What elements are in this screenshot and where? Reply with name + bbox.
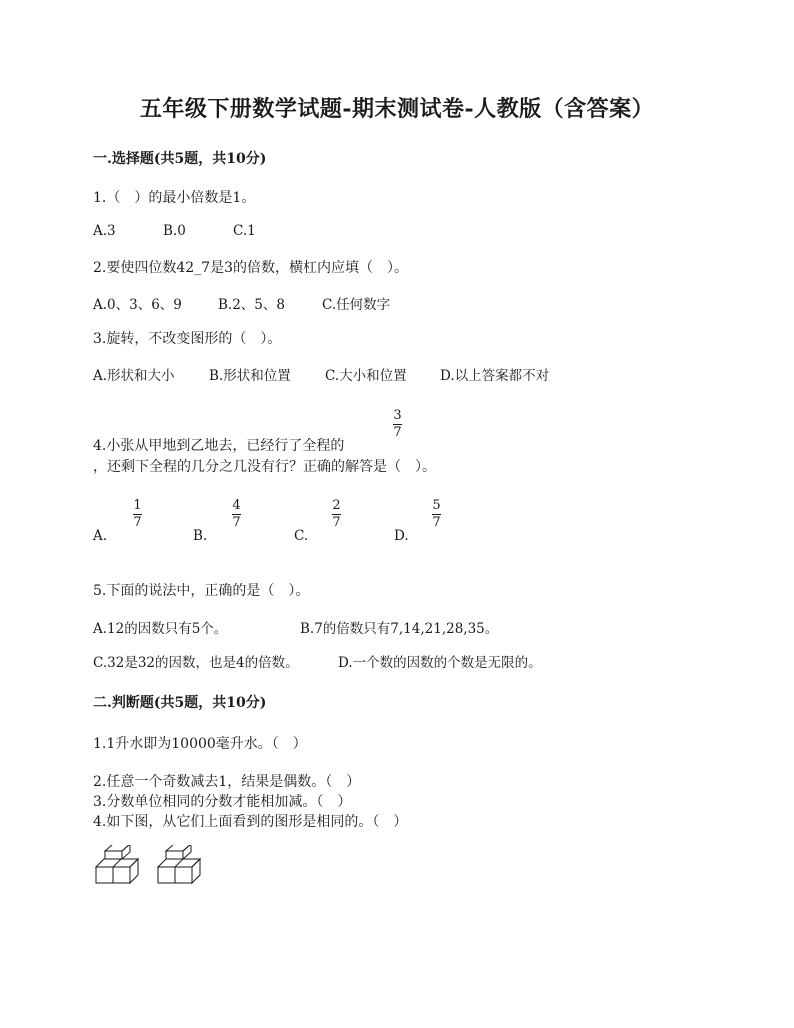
q4-option-b-label: B. — [193, 528, 208, 544]
q4-option-c-label: C. — [294, 528, 309, 544]
q2-option-b: B.2、5、8 — [218, 297, 285, 313]
section2-heading: 二.判断题(共5题，共10分) — [93, 695, 267, 711]
judge-question-2: 2.任意一个奇数减去1，结果是偶数。（ ） — [93, 774, 361, 790]
section1-heading: 一.选择题(共5题，共10分) — [93, 151, 267, 167]
question-4-line2: ，还剩下全程的几分之几没有行？正确的解答是（ ）。 — [93, 459, 436, 475]
question-1: 1.（ ）的最小倍数是1。 — [93, 190, 256, 206]
q4-fraction-numerator: 3 — [393, 408, 402, 423]
denominator: 7 — [332, 515, 341, 530]
question-3: 3.旋转，不改变图形的（ ）。 — [93, 331, 282, 347]
q5-option-d: D.一个数的因数的个数是无限的。 — [338, 655, 542, 671]
cube-stack-right-figure — [158, 845, 200, 883]
q2-option-a: A.0、3、6、9 — [93, 297, 182, 313]
q3-option-a: A.形状和大小 — [93, 368, 175, 384]
q5-option-a: A.12的因数只有5个。 — [93, 621, 228, 637]
numerator: 1 — [133, 498, 142, 513]
q1-option-a: A.3 — [93, 223, 116, 239]
cube-stack-left-figure — [96, 845, 138, 883]
q5-option-b: B.7的倍数只有7,14,21,28,35。 — [300, 621, 499, 637]
q4-option-d-fraction — [432, 499, 441, 530]
denominator: 7 — [133, 515, 142, 530]
q4-option-a-label: A. — [93, 528, 108, 544]
q4-option-a-fraction — [133, 499, 142, 530]
numerator: 4 — [232, 498, 241, 513]
q1-option-b: B.0 — [163, 223, 186, 239]
q3-option-c: C.大小和位置 — [325, 368, 407, 384]
q4-fraction-denominator: 7 — [393, 425, 402, 440]
numerator: 5 — [432, 498, 441, 513]
page-title: 五年级下册数学试题-期末测试卷-人教版（含答案） — [139, 96, 655, 122]
q4-option-c-fraction — [332, 499, 341, 530]
question-5: 5.下面的说法中，正确的是（ ）。 — [93, 583, 310, 599]
q2-option-c: C.任何数字 — [322, 297, 391, 313]
denominator: 7 — [432, 515, 441, 530]
q3-option-d: D.以上答案都不对 — [440, 368, 550, 384]
question-4-line1: 4.小张从甲地到乙地去，已经行了全程的 — [93, 438, 345, 454]
question-2: 2.要使四位数42_7是3的倍数，横杠内应填（ ）。 — [93, 260, 408, 276]
numerator: 2 — [332, 498, 341, 513]
q4-option-d-label: D. — [394, 528, 409, 544]
judge-question-3: 3.分数单位相同的分数才能相加减。（ ） — [93, 794, 352, 810]
q1-option-c: C.1 — [233, 223, 256, 239]
q3-option-b: B.形状和位置 — [209, 368, 291, 384]
judge-question-1: 1.1升水即为10000毫升水。（ ） — [93, 736, 307, 752]
cube-stack-figures — [92, 845, 212, 887]
judge-question-4: 4.如下图，从它们上面看到的图形是相同的。（ ） — [93, 814, 408, 830]
q5-option-c: C.32是32的因数，也是4的倍数。 — [93, 655, 299, 671]
q4-fraction — [393, 409, 402, 440]
denominator: 7 — [232, 515, 241, 530]
q4-option-b-fraction — [232, 499, 241, 530]
